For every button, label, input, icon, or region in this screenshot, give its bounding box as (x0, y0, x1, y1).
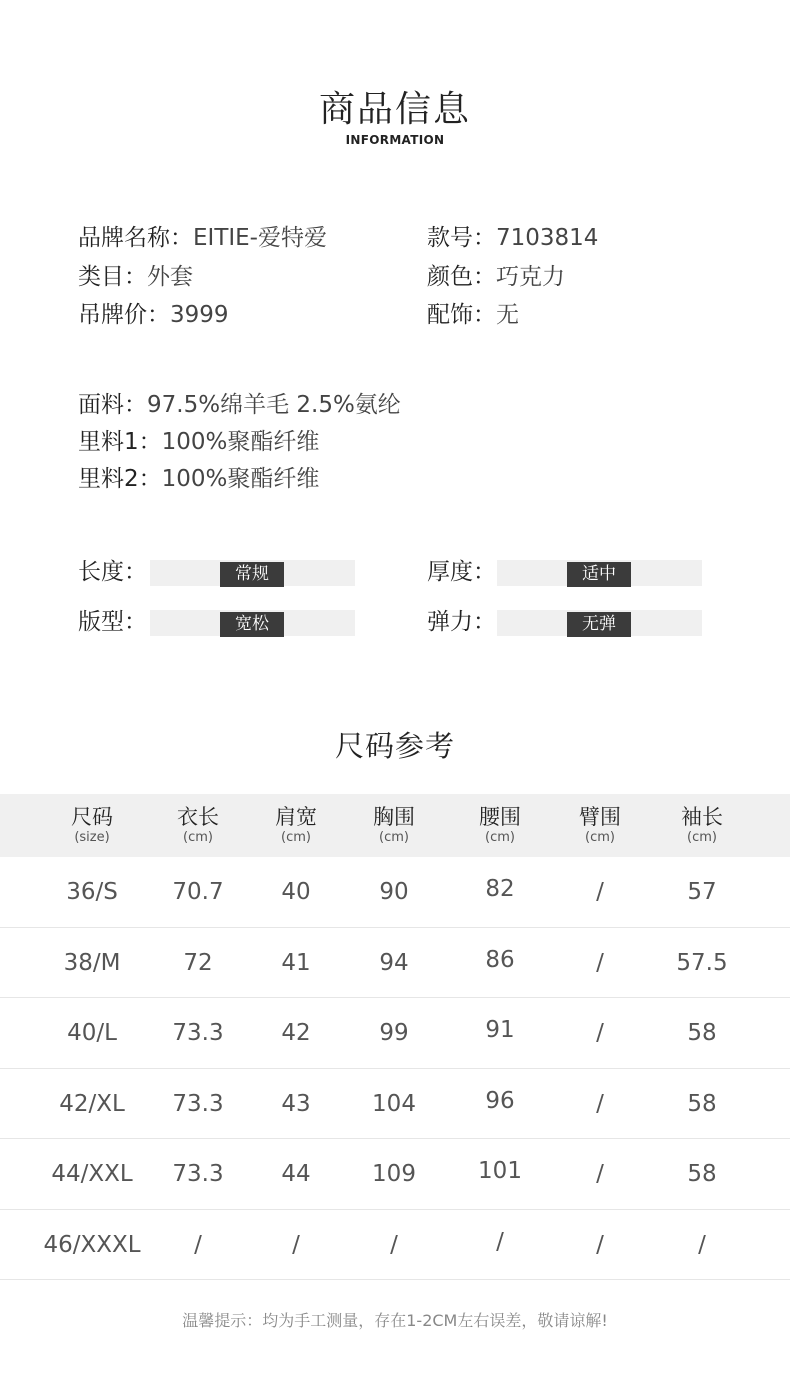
table-cell: 86 (485, 946, 515, 973)
table-cell: 57 (687, 879, 717, 905)
column-header-sleeve (652, 804, 752, 846)
table-cell: 44 (281, 1161, 311, 1187)
length-track (150, 560, 355, 586)
table-row (0, 1069, 790, 1140)
category-row (78, 261, 193, 293)
column-header-unit: (cm) (585, 830, 615, 845)
table-cell: / (390, 1231, 398, 1258)
table-cell: 82 (485, 876, 515, 902)
table-cell: 94 (379, 949, 409, 976)
fit-attribute (78, 607, 358, 643)
size-table-header (0, 794, 790, 857)
lining1-row (78, 426, 319, 458)
column-header-unit: (cm) (379, 830, 409, 845)
fit-label: 版型： (78, 609, 147, 635)
table-cell: 90 (379, 879, 409, 905)
page-subtitle: INFORMATION (345, 133, 445, 147)
brand-value: EITIE-爱特爱 (193, 225, 327, 251)
column-header-label: 腰围 (479, 805, 521, 829)
table-cell: / (596, 1090, 604, 1117)
table-row (0, 857, 790, 928)
thickness-label: 厚度： (427, 559, 496, 585)
column-header-arm (550, 804, 650, 846)
column-header-label: 尺码 (71, 805, 113, 829)
table-cell: 40 (281, 879, 311, 905)
fit-pill: 宽松 (220, 612, 284, 637)
accessory-value: 无 (496, 302, 519, 328)
measurement-note: 温馨提示：均为手工测量，存在1-2CM左右误差，敬请谅解! (182, 1311, 608, 1330)
thickness-pill: 适中 (567, 562, 631, 587)
table-cell: 41 (281, 949, 311, 976)
table-row (0, 1210, 790, 1281)
table-cell: 96 (485, 1087, 515, 1114)
style-no-value: 7103814 (496, 225, 599, 251)
fit-track (150, 610, 355, 636)
style-no-label: 款号： (427, 225, 496, 251)
table-cell: 91 (485, 1017, 515, 1043)
table-cell: / (496, 1228, 504, 1255)
table-cell: 109 (372, 1161, 416, 1187)
shell-fabric-label: 面料： (78, 392, 147, 418)
table-cell: 42 (281, 1020, 311, 1046)
table-cell: 73.3 (172, 1161, 224, 1187)
table-cell: 58 (687, 1020, 717, 1046)
table-cell: / (596, 879, 604, 905)
column-header-label: 衣长 (177, 805, 219, 829)
size-chart-title: 尺码参考 (334, 729, 455, 763)
table-cell: 43 (281, 1090, 311, 1117)
table-cell: / (596, 1020, 604, 1046)
table-cell: 36/S (66, 879, 118, 905)
table-cell: 58 (687, 1161, 717, 1187)
thickness-track (497, 560, 702, 586)
table-cell: 58 (687, 1090, 717, 1117)
column-header-label: 胸围 (373, 805, 415, 829)
column-header-unit: (size) (74, 830, 110, 845)
table-cell: 46/XXXL (43, 1231, 141, 1258)
page-title: 商品信息 (318, 89, 471, 130)
category-value: 外套 (147, 264, 193, 290)
thickness-attribute (427, 557, 707, 593)
column-header-unit: (cm) (183, 830, 213, 845)
table-cell: 73.3 (172, 1020, 224, 1046)
lining2-value: 100%聚酯纤维 (161, 466, 320, 492)
table-cell: 101 (478, 1158, 522, 1184)
column-header-size (42, 804, 142, 846)
column-header-label: 肩宽 (275, 805, 317, 829)
table-cell: / (596, 949, 604, 976)
category-label: 类目： (78, 264, 147, 290)
column-header-length (148, 804, 248, 846)
table-cell: / (698, 1231, 706, 1258)
price-value: 3999 (170, 302, 229, 328)
elasticity-pill: 无弹 (567, 612, 631, 637)
column-header-waist (450, 804, 550, 846)
lining2-row (78, 463, 319, 495)
price-label: 吊牌价： (78, 302, 170, 328)
table-cell: 99 (379, 1020, 409, 1046)
table-cell: 44/XXL (51, 1161, 133, 1187)
price-row (78, 299, 229, 331)
table-cell: 72 (183, 949, 213, 976)
table-cell: / (596, 1161, 604, 1187)
table-row (0, 1139, 790, 1210)
table-row (0, 998, 790, 1069)
column-header-unit: (cm) (485, 830, 515, 845)
column-header-unit: (cm) (281, 830, 311, 845)
column-header-label: 臂围 (579, 805, 621, 829)
elasticity-attribute (427, 607, 707, 643)
lining1-value: 100%聚酯纤维 (161, 429, 320, 455)
length-attribute (78, 557, 358, 593)
elasticity-label: 弹力： (427, 609, 496, 635)
column-header-unit: (cm) (687, 830, 717, 845)
accessory-label: 配饰： (427, 302, 496, 328)
elasticity-track (497, 610, 702, 636)
shell-fabric-value: 97.5%绵羊毛 2.5%氨纶 (147, 392, 401, 418)
lining1-label: 里料1： (78, 429, 162, 455)
accessory-row (427, 299, 519, 331)
table-cell: 104 (372, 1090, 416, 1117)
table-cell: 73.3 (172, 1090, 224, 1117)
shell-fabric-row (78, 389, 401, 421)
column-header-shoulder (246, 804, 346, 846)
style-no-row (427, 222, 598, 254)
table-cell: 42/XL (59, 1090, 125, 1117)
table-cell: 40/L (67, 1020, 117, 1046)
length-label: 长度： (78, 559, 147, 585)
color-label: 颜色： (427, 264, 496, 290)
column-header-label: 袖长 (681, 805, 723, 829)
lining2-label: 里料2： (78, 466, 162, 492)
column-header-chest (344, 804, 444, 846)
table-cell: 38/M (63, 949, 121, 976)
table-cell: / (596, 1231, 604, 1258)
table-row (0, 928, 790, 999)
brand-row (78, 222, 327, 254)
length-pill: 常规 (220, 562, 284, 587)
table-cell: / (292, 1231, 300, 1258)
color-value: 巧克力 (496, 264, 565, 290)
table-cell: 57.5 (676, 949, 728, 976)
color-row (427, 261, 565, 293)
table-cell: 70.7 (172, 879, 224, 905)
table-cell: / (194, 1231, 202, 1258)
brand-label: 品牌名称： (78, 225, 193, 251)
size-table (0, 794, 790, 1280)
